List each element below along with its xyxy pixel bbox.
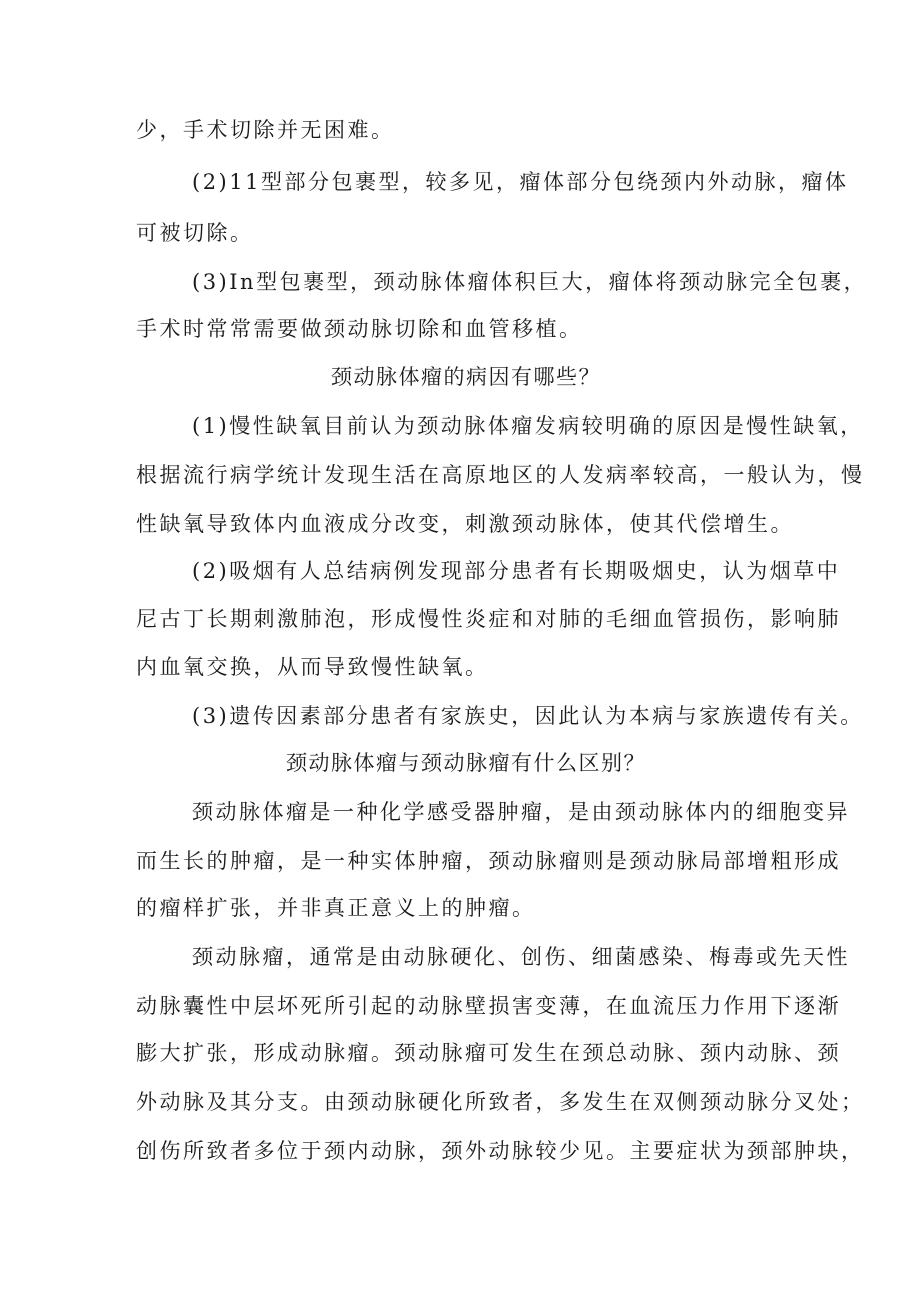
text-line: (2)吸烟有人总结病例发现部分患者有长期吸烟史，认为烟草中 bbox=[192, 559, 841, 583]
text-line: 动脉囊性中层坏死所引起的动脉壁损害变薄，在血流压力作用下逐渐 bbox=[136, 994, 841, 1018]
text-line: 的瘤样扩张，并非真正意义上的肿瘤。 bbox=[136, 896, 536, 920]
text-line: 外动脉及其分支。由颈动脉硬化所致者，多发生在双侧颈动脉分叉处； bbox=[136, 1090, 865, 1114]
text-line: 内血氧交换，从而导致慢性缺氧。 bbox=[136, 655, 489, 679]
text-line: 尼古丁长期刺激肺泡，形成慢性炎症和对肺的毛细血管损伤，影响肺 bbox=[136, 607, 841, 631]
text-line: 可被切除。 bbox=[136, 221, 254, 245]
text-line: 膨大扩张，形成动脉瘤。颈动脉瘤可发生在颈总动脉、颈内动脉、颈 bbox=[136, 1041, 841, 1065]
text-line: 手术时常常需要做颈动脉切除和血管移植。 bbox=[136, 317, 583, 341]
text-line: (3)遗传因素部分患者有家族史，因此认为本病与家族遗传有关。 bbox=[192, 704, 864, 728]
text-line: 而生长的肿瘤，是一种实体肿瘤，颈动脉瘤则是颈动脉局部增粗形成 bbox=[136, 849, 841, 873]
text-line: 根据流行病学统计发现生活在高原地区的人发病率较高，一般认为，慢 bbox=[136, 463, 865, 487]
text-line: 少，手术切除并无困难。 bbox=[136, 118, 395, 142]
text-line: 创伤所致者多位于颈内动脉，颈外动脉较少见。主要症状为颈部肿块， bbox=[136, 1139, 865, 1163]
section-heading: 颈动脉体瘤与颈动脉瘤有什么区别？ bbox=[286, 751, 646, 775]
text-line: 性缺氧导致体内血液成分改变，刺激颈动脉体，使其代偿增生。 bbox=[136, 512, 794, 536]
text-line: 颈动脉瘤，通常是由动脉硬化、创伤、细菌感染、梅毒或先天性 bbox=[192, 945, 850, 969]
text-line: (3)In型包裹型，颈动脉体瘤体积巨大，瘤体将颈动脉完全包裹， bbox=[192, 270, 868, 294]
text-line: 颈动脉体瘤是一种化学感受器肿瘤，是由颈动脉体内的细胞变异 bbox=[192, 800, 850, 824]
section-heading: 颈动脉体瘤的病因有哪些？ bbox=[331, 365, 601, 389]
text-line: (2)11型部分包裹型，较多见，瘤体部分包绕颈内外动脉，瘤体 bbox=[192, 170, 849, 194]
text-line: (1)慢性缺氧目前认为颈动脉体瘤发病较明确的原因是慢性缺氧， bbox=[192, 414, 864, 438]
